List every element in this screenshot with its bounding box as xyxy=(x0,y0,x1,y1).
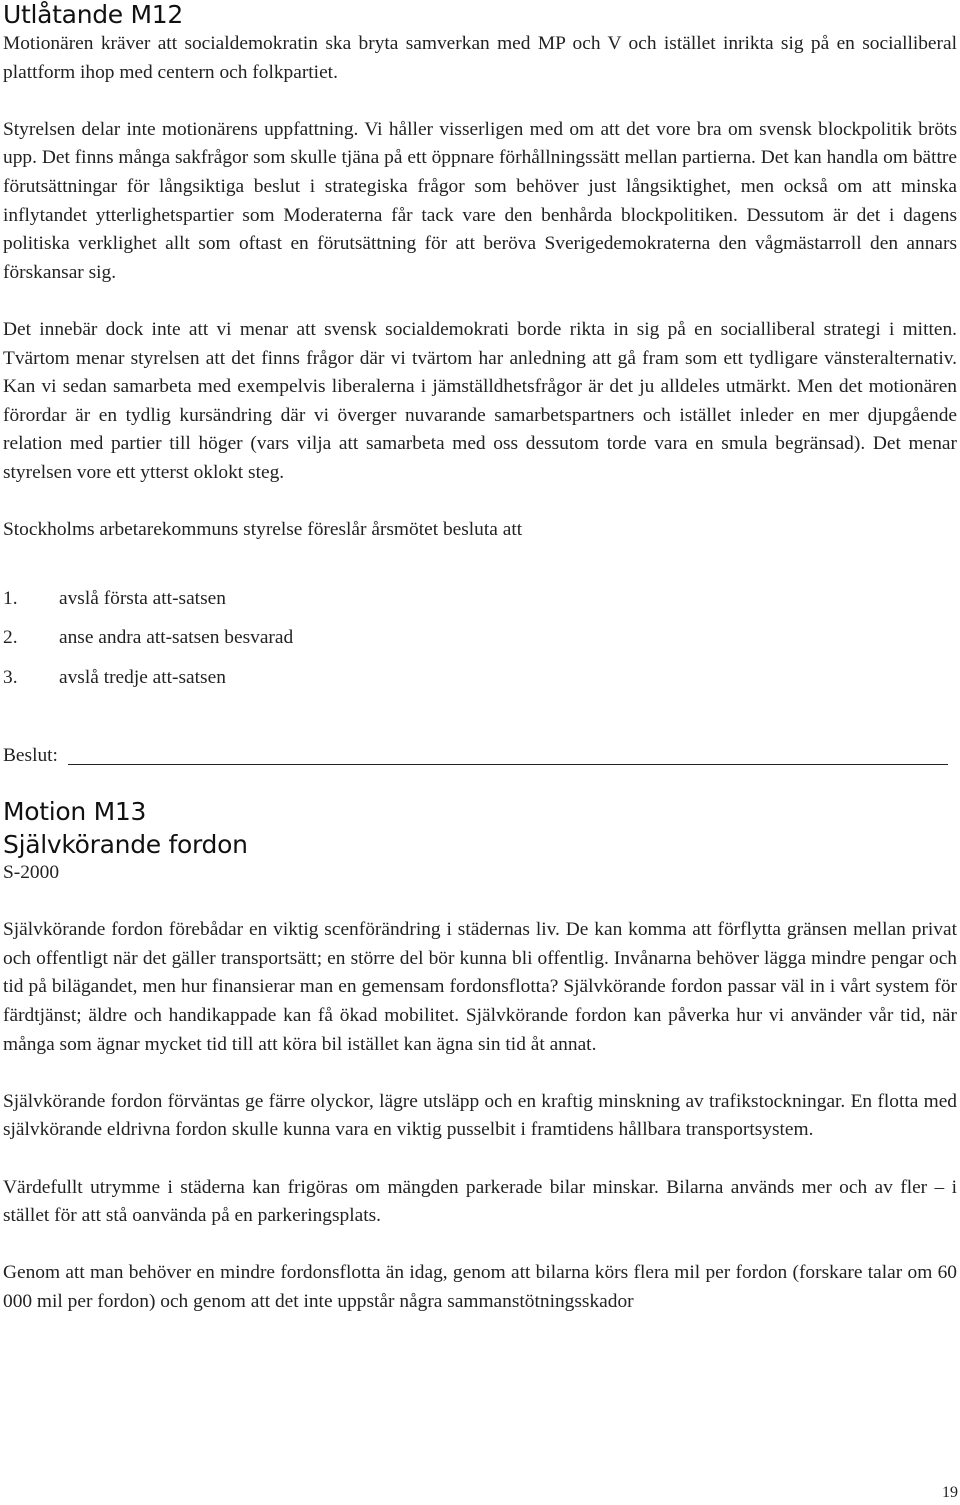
decision-line xyxy=(68,763,948,765)
m13-title-line-1: Motion M13 xyxy=(3,797,147,827)
list-item-number: 3. xyxy=(3,666,18,688)
list-item xyxy=(3,664,957,693)
m12-intro-paragraph: Motionären kräver att socialdemokratin ska bryta samverkan med MP och V och istället inrikta sig på en socialliberal plattform ihop med centern och folkpartiet. xyxy=(3,33,957,83)
list-item-number: 2. xyxy=(3,627,18,649)
list-item xyxy=(3,585,957,614)
m13-paragraph-4: Genom att man behöver en mindre fordonsflotta än idag, genom att bilarna körs flera mil per fordon (forskare talar om 60 000 mil per fordon) och genom att det inte uppstår några sammanstötningsskador xyxy=(3,1262,957,1312)
decision-field xyxy=(3,742,957,771)
m12-paragraph-2: Det innebär dock inte att vi menar att svensk socialdemokrati borde rikta in sig på en socialliberal strategi i mitten. Tvärtom menar styrelsen att det finns frågor där vi tvärtom har anledning att gå fram som ett tydligare vänsteralternativ. Kan vi sedan samarbeta med exempelvis liberalerna i jämställdhetsfrågor är det ju alldeles utmärkt. Men det motionären förordar är en tydlig kursändring där vi överger nuvarande samarbetspartners och istället inleder en mer djupgående relation med partier till höger (vars vilja att samarbeta med oss dessutom torde vara en smula begränsad). Det menar styrelsen vore ett ytterst oklokt steg. xyxy=(3,318,957,483)
page-number: 19 xyxy=(942,1484,958,1501)
m13-paragraph-1: Självkörande fordon förebådar en viktig scenförändring i städernas liv. De kan komma att förflytta gränsen mellan privat och offentligt när det gäller transportsätt; en större del bör kunna bli offentlig. Invånarna behöver lägga mindre pengar och tid på bilägandet, men hur finansierar man en gemensam fordonsflotta? Självkörande fordon passar väl in i vårt system för färdtjänst; äldre och handikappade kan få ökad mobilitet. Självkörande fordon kan påverka hur vi använder vår tid, när många som ägnar mycket tid till att köra bil istället kan ägna sin tid åt annat. xyxy=(3,919,957,1055)
list-item-text: anse andra att-satsen besvarad xyxy=(59,627,294,649)
document-page xyxy=(3,0,957,1317)
m13-paragraph-3: Värdefullt utrymme i städerna kan frigöras om mängden parkerade bilar minskar. Bilarna används mer och av fler – i stället för att stå oanvända på en parkeringsplats. xyxy=(3,1176,957,1227)
list-item-text: avslå första att-satsen xyxy=(59,587,226,609)
section-title-m13 xyxy=(3,795,957,861)
proposal-list xyxy=(3,585,957,693)
list-item-number: 1. xyxy=(3,587,18,609)
decision-label: Beslut: xyxy=(3,745,58,767)
m13-paragraph-2: Självkörande fordon förväntas ge färre olyckor, lägre utsläpp och en kraftig minskning av trafikstockningar. En flotta med självkörande eldrivna fordon skulle kunna vara en viktig pusselbit i framtidens hållbara transportsystem. xyxy=(3,1090,957,1141)
list-item-text: avslå tredje att-satsen xyxy=(59,666,226,688)
m12-proposal: Stockholms arbetarekommuns styrelse föreslår årsmötet besluta att xyxy=(3,519,523,541)
section-title-m12: Utlåtande M12 xyxy=(3,0,184,29)
m13-code: S-2000 xyxy=(3,862,60,884)
m12-paragraph-1: Styrelsen delar inte motionärens uppfattning. Vi håller visserligen med om att det vore bra om svensk blockpolitik bröts upp. Det finns många sakfrågor som skulle tjäna på ett öppnare förhållningssätt mellan partierna. Det kan handla om bättre förutsättningar för långsiktiga beslut i strategiska frågor som behöver just långsiktighet, men också om att minska inflytandet ytterlighetspartier som Moderaterna får tack vare den benhårda blockpolitiken. Dessutom är det i dagens politiska verklighet allt som oftast en förutsättning för att beröva Sverigedemokraterna den vågmästarroll den annars förskansar sig. xyxy=(3,118,957,283)
list-item xyxy=(3,624,957,653)
m13-title-line-2: Självkörande fordon xyxy=(3,830,248,860)
